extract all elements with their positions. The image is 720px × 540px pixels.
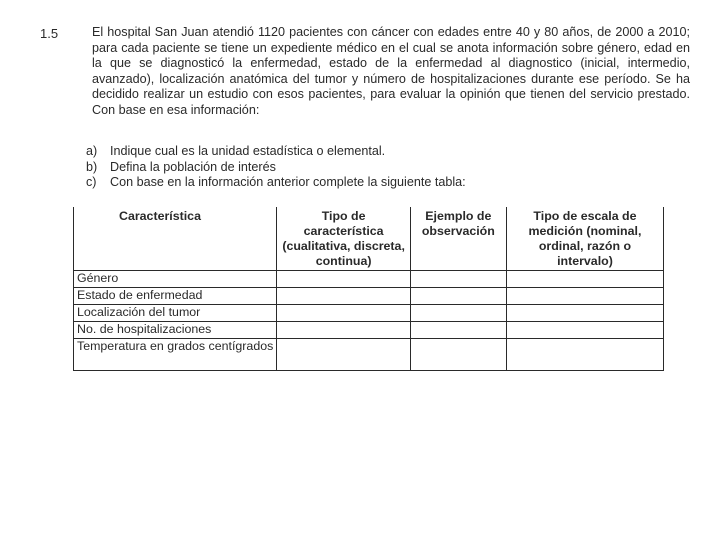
cell-characteristic-type[interactable] bbox=[277, 271, 410, 288]
cell-characteristic-type[interactable] bbox=[277, 322, 410, 339]
question-letter: b) bbox=[86, 159, 98, 174]
cell-measurement-scale[interactable] bbox=[506, 288, 663, 305]
question-item-a bbox=[86, 144, 686, 160]
cell-characteristic-type[interactable] bbox=[277, 305, 410, 322]
problem-statement: El hospital San Juan atendió 1120 pacientes con cáncer con edades entre 40 y 80 años, de 2000 a 2010; para cada paciente se tiene un expediente médico en el cual se anota información sobre género, edad en la que se diagnosticó la enfermedad, estado de la enfermedad al diagnostico (inicial, intermedio, avanzado), localización anatómica del tumor y número de hospitalizaciones durante ese período. Se ha decidido realizar un estudio con esos pacientes, para evaluar la opinión que tienen del servicio prestado. Con base en esa información: bbox=[92, 25, 690, 117]
cell-characteristic-type[interactable] bbox=[277, 288, 410, 305]
header-observation-example: Ejemplo de observación bbox=[410, 207, 506, 271]
cell-characteristic: Género bbox=[74, 271, 277, 288]
cell-measurement-scale[interactable] bbox=[506, 271, 663, 288]
header-characteristic-type: Tipo de característica (cualitativa, discreta, continua) bbox=[277, 207, 410, 271]
cell-characteristic-type[interactable] bbox=[277, 339, 410, 371]
question-text: Con base en la información anterior complete la siguiente tabla: bbox=[110, 175, 466, 189]
cell-observation-example[interactable] bbox=[410, 339, 506, 371]
question-item-c bbox=[86, 175, 686, 191]
question-item-b bbox=[86, 160, 686, 176]
cell-observation-example[interactable] bbox=[410, 271, 506, 288]
header-measurement-scale: Tipo de escala de medición (nominal, ordinal, razón o intervalo) bbox=[506, 207, 663, 271]
question-list bbox=[86, 144, 686, 191]
table-row bbox=[74, 322, 664, 339]
header-characteristic: Característica bbox=[74, 207, 277, 271]
cell-observation-example[interactable] bbox=[410, 288, 506, 305]
characteristics-table bbox=[73, 207, 664, 371]
cell-measurement-scale[interactable] bbox=[506, 305, 663, 322]
question-text: Indique cual es la unidad estadística o elemental. bbox=[110, 144, 386, 158]
cell-characteristic: No. de hospitalizaciones bbox=[74, 322, 277, 339]
question-letter: c) bbox=[86, 175, 97, 189]
problem-number: 1.5 bbox=[40, 26, 59, 41]
cell-characteristic: Estado de enfermedad bbox=[74, 288, 277, 305]
cell-observation-example[interactable] bbox=[410, 322, 506, 339]
question-letter: a) bbox=[86, 144, 98, 158]
table-row bbox=[74, 305, 664, 322]
table-row bbox=[74, 339, 664, 371]
cell-observation-example[interactable] bbox=[410, 305, 506, 322]
cell-characteristic: Localización del tumor bbox=[74, 305, 277, 322]
table-row bbox=[74, 288, 664, 305]
table-row bbox=[74, 271, 664, 288]
cell-measurement-scale[interactable] bbox=[506, 339, 663, 371]
cell-characteristic: Temperatura en grados centígrados bbox=[74, 339, 277, 371]
question-text: Defina la población de interés bbox=[110, 159, 276, 174]
table-header-row bbox=[74, 207, 664, 271]
cell-measurement-scale[interactable] bbox=[506, 322, 663, 339]
